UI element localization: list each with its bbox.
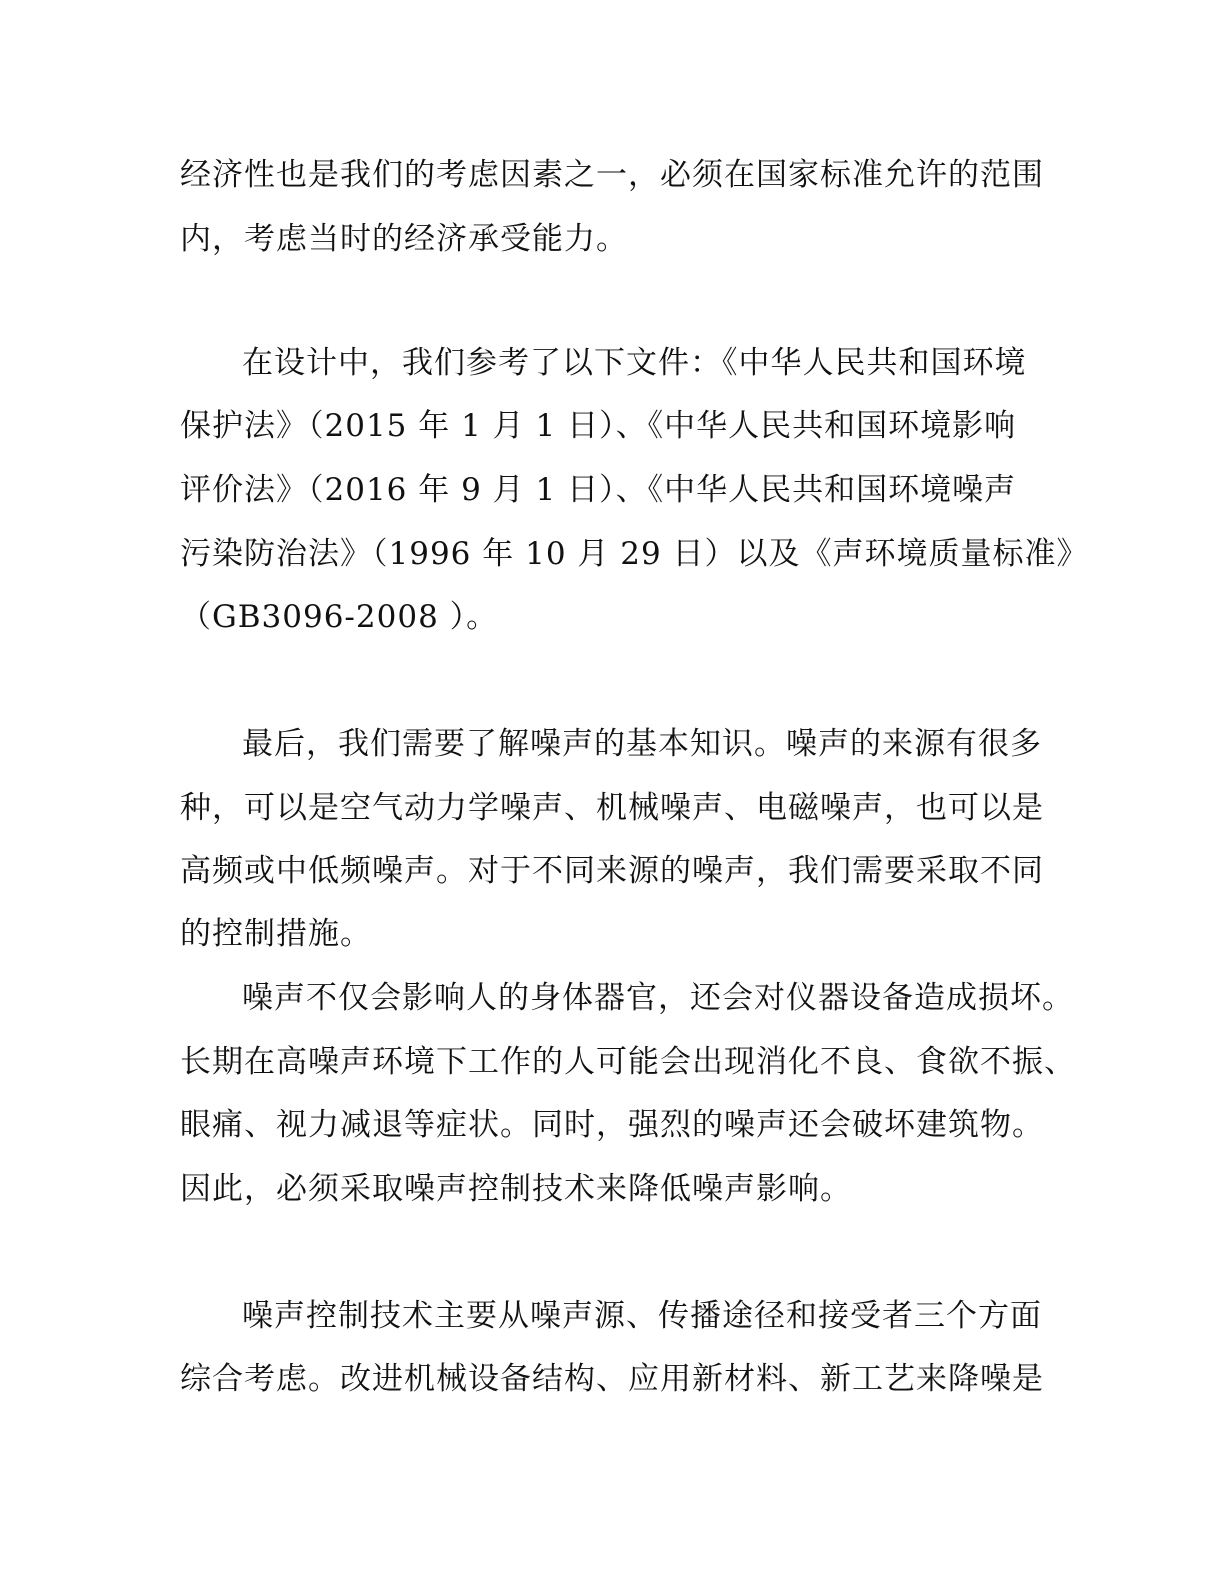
text-line: 保护法》（2015 年 1 月 1 日）、《中华人民共和国环境影响 <box>180 408 1017 444</box>
text-line: 眼痛、视力减退等症状。同时，强烈的噪声还会破坏建筑物。 <box>180 1107 1044 1143</box>
text-line: （GB3096-2008 ）。 <box>180 599 499 635</box>
text-line: 噪声不仅会影响人的身体器官，还会对仪器设备造成损坏。 <box>242 980 1074 1016</box>
text-line: 最后，我们需要了解噪声的基本知识。噪声的来源有很多 <box>242 726 1042 762</box>
text-line: 的控制措施。 <box>180 916 372 952</box>
text-line: 综合考虑。改进机械设备结构、应用新材料、新工艺来降噪是 <box>180 1361 1044 1397</box>
text-line: 内，考虑当时的经济承受能力。 <box>180 221 628 257</box>
text-line: 噪声控制技术主要从噪声源、传播途径和接受者三个方面 <box>242 1298 1042 1334</box>
text-line: 评价法》（2016 年 9 月 1 日）、《中华人民共和国环境噪声 <box>180 472 1017 508</box>
text-line: 经济性也是我们的考虑因素之一，必须在国家标准允许的范围 <box>180 157 1044 193</box>
text-line: 长期在高噪声环境下工作的人可能会出现消化不良、食欲不振、 <box>180 1044 1076 1080</box>
text-line: 污染防治法》（1996 年 10 月 29 日）以及《声环境质量标准》 <box>180 536 1089 572</box>
text-line: 在设计中，我们参考了以下文件：《中华人民共和国环境 <box>242 345 1027 381</box>
text-line: 因此，必须采取噪声控制技术来降低噪声影响。 <box>180 1171 852 1207</box>
text-line: 种，可以是空气动力学噪声、机械噪声、电磁噪声，也可以是 <box>180 790 1044 826</box>
text-line: 高频或中低频噪声。对于不同来源的噪声，我们需要采取不同 <box>180 853 1044 889</box>
